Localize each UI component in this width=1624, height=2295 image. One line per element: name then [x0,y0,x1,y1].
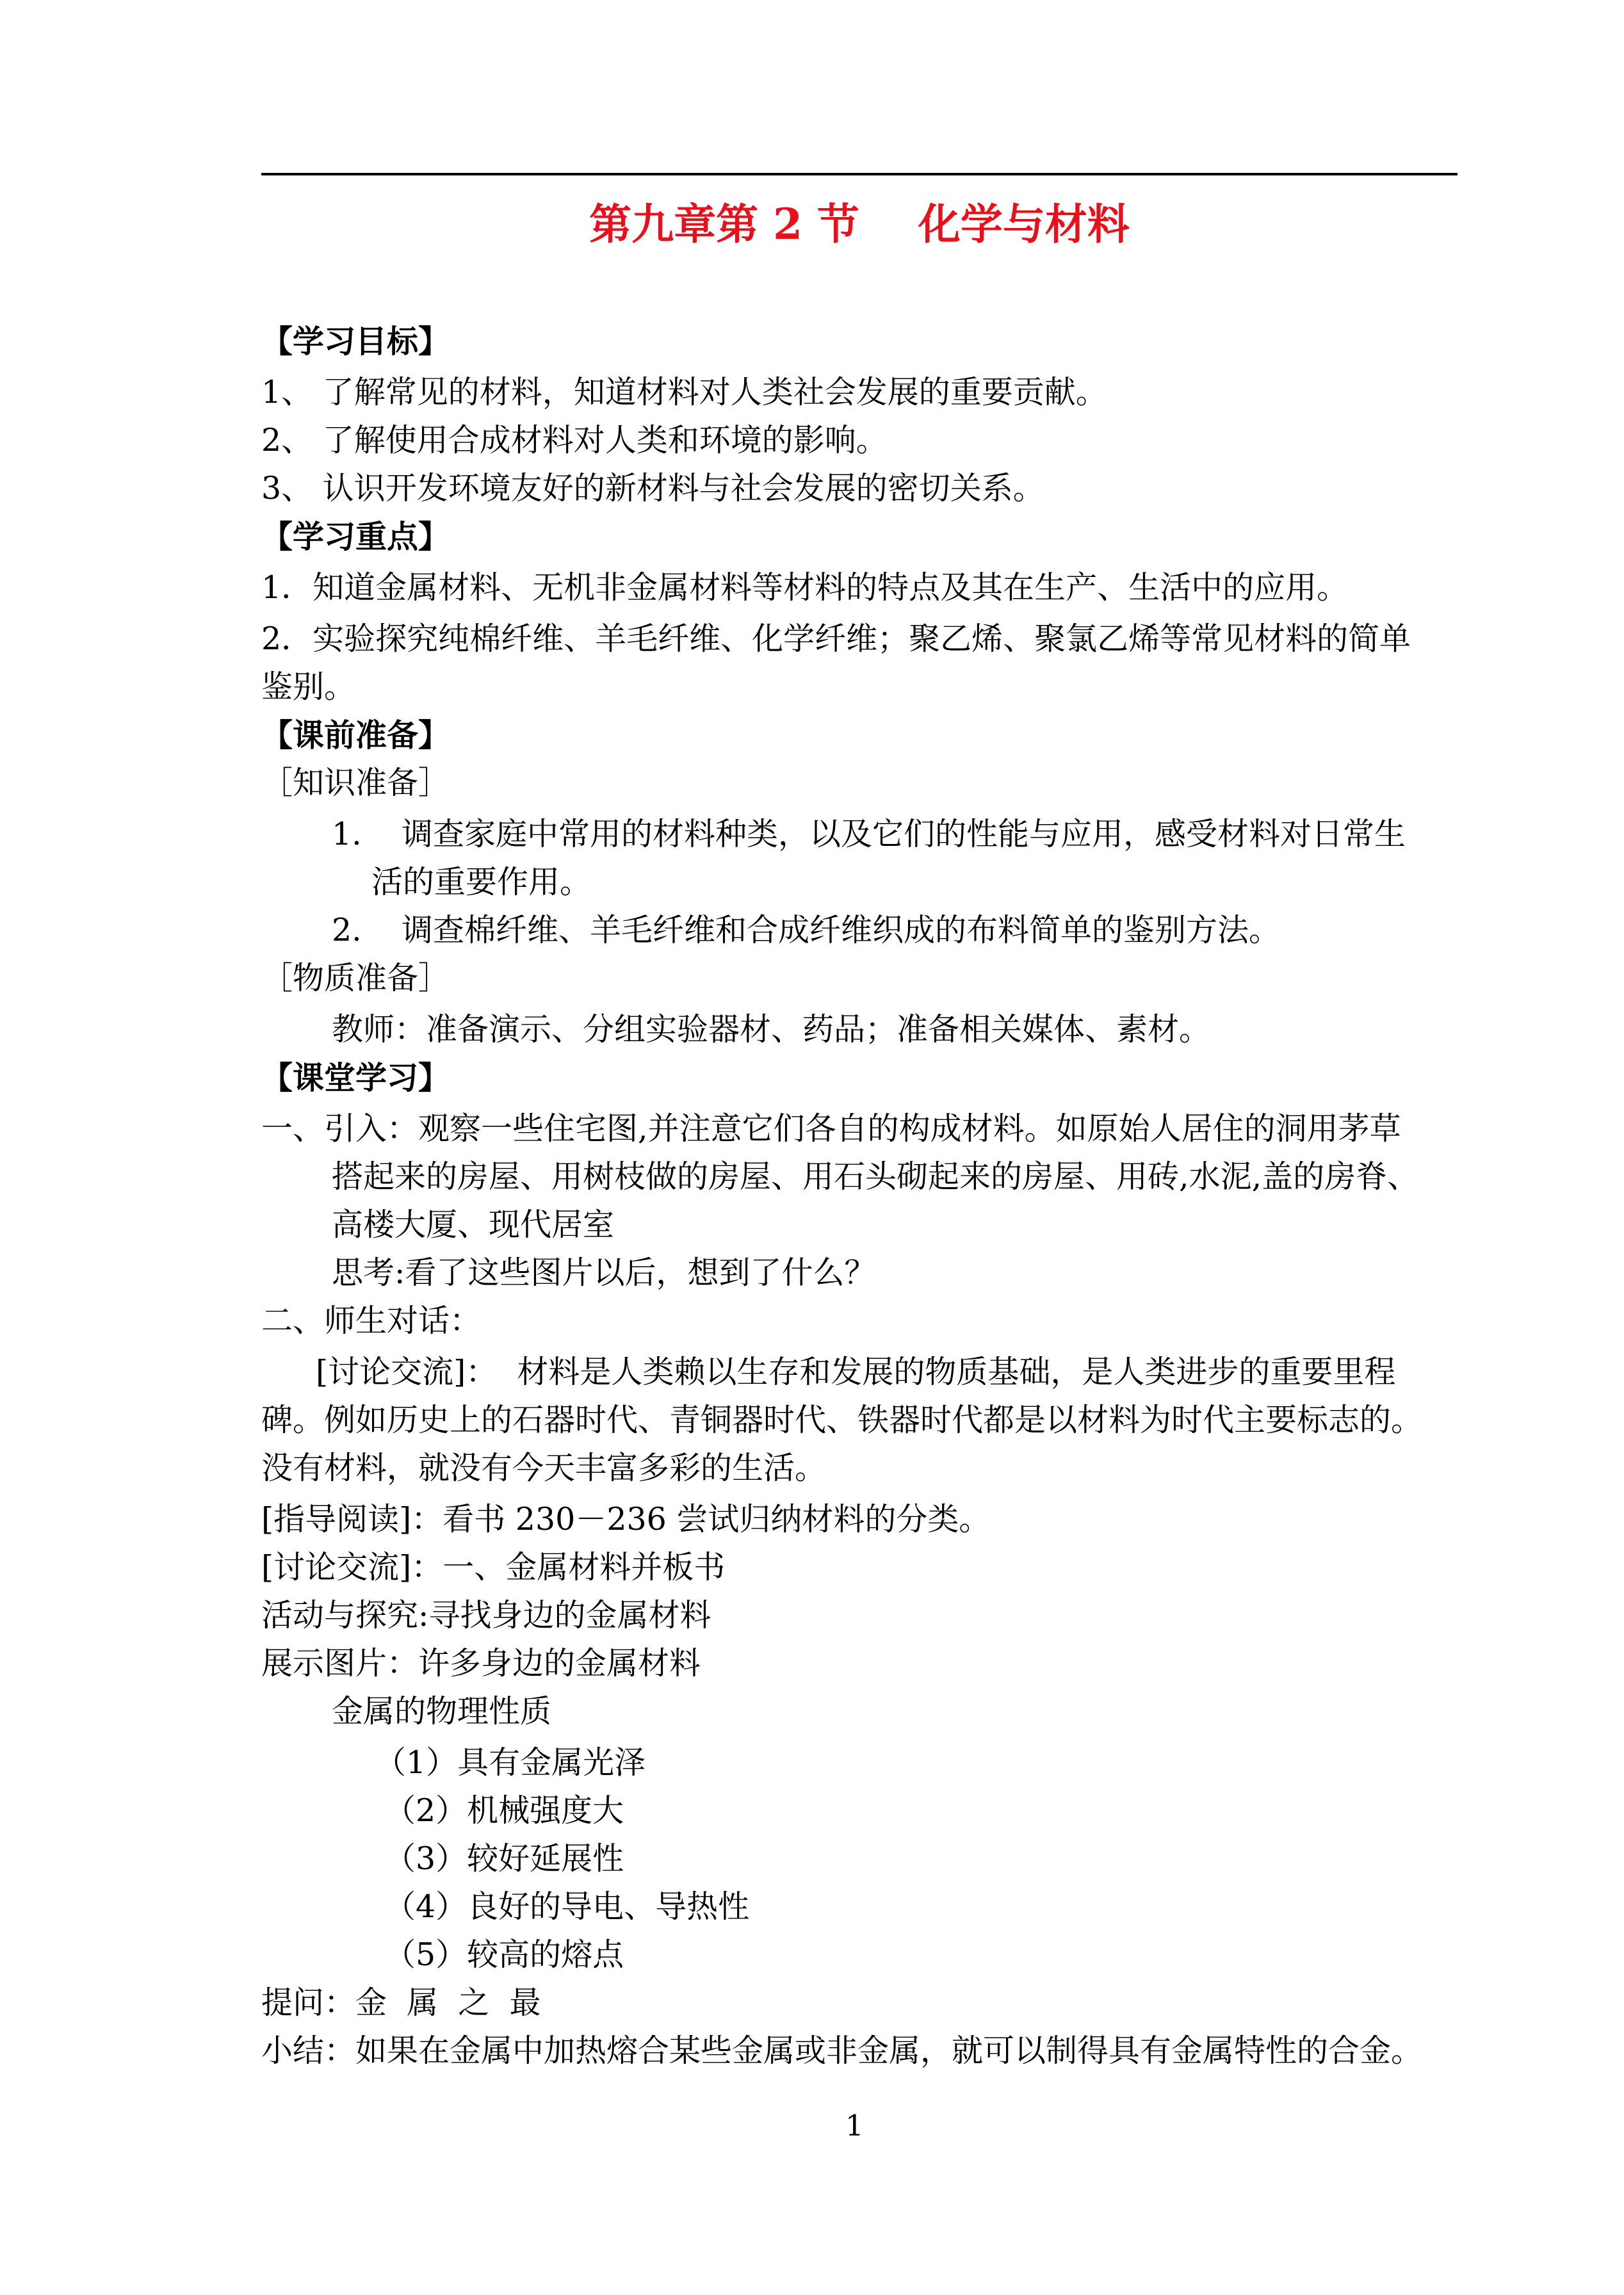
discussion-metal: [讨论交流]：一、金属材料并板书 [261,1549,726,1585]
heading-key-points: 【学习重点】 [261,518,450,555]
goal-item-2: 2、 了解使用合成材料对人类和环境的影响。 [261,422,888,458]
intro-text-cont-1: 搭起来的房屋、用树枝做的房屋、用石头砌起来的房屋、用砖,水泥,盖的房脊、 [332,1158,1419,1195]
activity-explore: 活动与探究:寻找身边的金属材料 [261,1597,711,1634]
property-item-2: （2）机械强度大 [384,1792,624,1829]
heading-preparation: 【课前准备】 [261,717,450,754]
heading-learning-goals: 【学习目标】 [261,323,450,360]
property-item-3: （3）较好延展性 [384,1840,624,1877]
guided-reading: [指导阅读]：看书 230－236 尝试归纳材料的分类。 [261,1501,991,1537]
subheading-material-prep: ［物质准备］ [261,960,450,996]
page-number: 1 [845,2109,864,2143]
dialogue-heading: 二、师生对话： [261,1302,482,1339]
discussion-text-cont-1: 碑。例如历史上的石器时代、青铜器时代、铁器时代都是以材料为时代主要标志的。 [261,1402,1423,1438]
property-item-5: （5）较高的熔点 [384,1936,624,1973]
property-item-1: （1）具有金属光泽 [375,1744,646,1781]
header-rule [261,173,1458,175]
intro-text: 一、引入：观察一些住宅图,并注意它们各自的构成材料。如原始人居住的洞用茅草 [261,1110,1401,1147]
knowledge-prep-item-2: 2. 调查棉纤维、羊毛纤维和合成纤维织成的布料简单的鉴别方法。 [332,912,1281,948]
intro-text-cont-2: 高楼大厦、现代居室 [332,1206,615,1243]
goal-item-3: 3、 认识开发环境友好的新材料与社会发展的密切关系。 [261,470,1044,507]
goal-item-1: 1、 了解常见的材料，知道材料对人类社会发展的重要贡献。 [261,374,1107,410]
discussion-text-cont-2: 没有材料，就没有今天丰富多彩的生活。 [261,1450,827,1486]
key-point-1: 1．知道金属材料、无机非金属材料等材料的特点及其在生产、生活中的应用。 [261,569,1349,606]
key-point-2: 2．实验探究纯棉纤维、羊毛纤维、化学纤维；聚乙烯、聚氯乙烯等常见材料的简单 [261,620,1411,657]
property-item-4: （4）良好的导电、导热性 [384,1888,750,1925]
knowledge-prep-item-1: 1. 调查家庭中常用的材料种类，以及它们的性能与应用，感受材料对日常生 [332,816,1406,852]
page-title: 第九章第 2 节 化学与材料 [589,199,1130,249]
metal-properties-heading: 金属的物理性质 [332,1693,552,1730]
heading-classroom: 【课堂学习】 [261,1059,450,1096]
question-metal-extremes: 提问：金 属 之 最 [261,1984,541,2021]
subheading-knowledge-prep: ［知识准备］ [261,765,450,801]
knowledge-prep-item-1-cont: 活的重要作用。 [371,864,592,900]
material-prep-text: 教师：准备演示、分组实验器材、药品；准备相关媒体、素材。 [332,1011,1211,1048]
show-pictures: 展示图片：许多身边的金属材料 [261,1645,701,1682]
key-point-2-cont: 鉴别。 [261,669,356,705]
summary-alloy: 小结：如果在金属中加热熔合某些金属或非金属，就可以制得具有金属特性的合金。 [261,2032,1423,2069]
discussion-text: [讨论交流]： 材料是人类赖以生存和发展的物质基础，是人类进步的重要里程 [316,1354,1396,1390]
think-question: 思考:看了这些图片以后，想到了什么？ [332,1254,876,1291]
